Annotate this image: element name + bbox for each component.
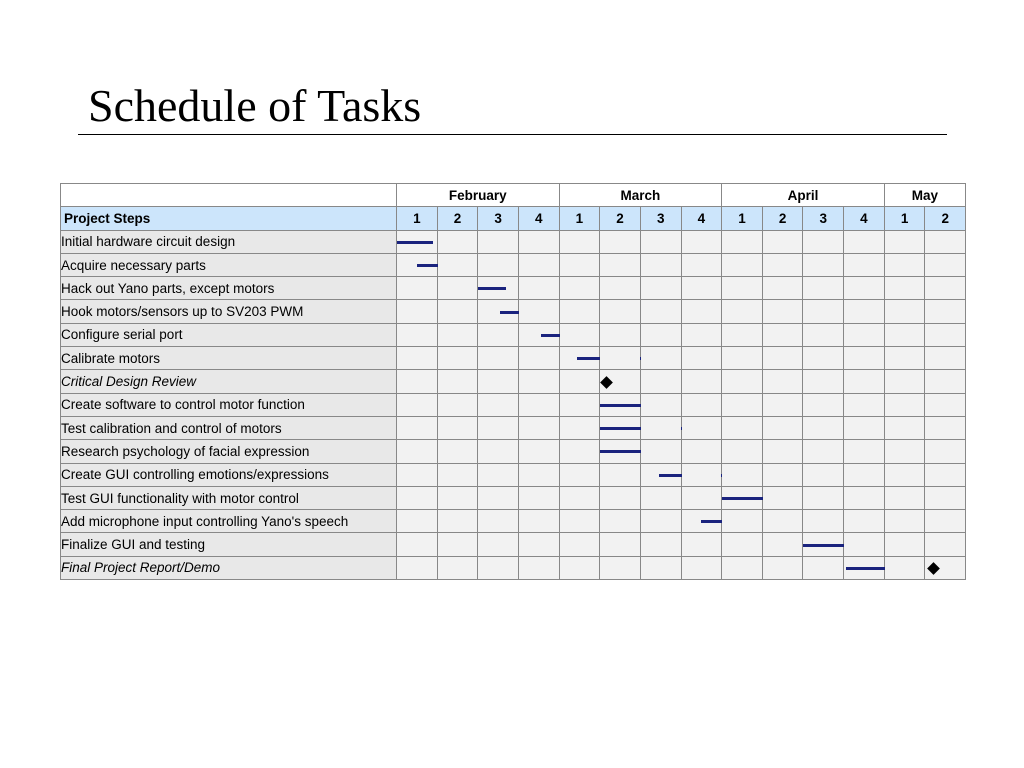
- week-cell: [844, 370, 885, 393]
- week-cell: [518, 300, 559, 323]
- week-cell: [803, 393, 844, 416]
- week-cell: [722, 323, 763, 346]
- week-cell: [884, 393, 925, 416]
- week-cell: [640, 393, 681, 416]
- task-label: Final Project Report/Demo: [61, 556, 397, 579]
- week-cell: [437, 347, 478, 370]
- week-cell: [681, 533, 722, 556]
- week-cell: [844, 533, 885, 556]
- task-label: Hook motors/sensors up to SV203 PWM: [61, 300, 397, 323]
- week-cell: [437, 393, 478, 416]
- week-cell: [925, 463, 966, 486]
- week-cell: [518, 347, 559, 370]
- week-cell: [478, 510, 519, 533]
- week-cell: [640, 347, 681, 370]
- week-cell: [925, 440, 966, 463]
- week-cell: [884, 510, 925, 533]
- week-header: 3: [640, 207, 681, 230]
- week-cell: [559, 463, 600, 486]
- week-cell: [518, 253, 559, 276]
- task-label: Hack out Yano parts, except motors: [61, 277, 397, 300]
- week-cell: [437, 300, 478, 323]
- week-cell: [397, 533, 438, 556]
- week-cell: [437, 277, 478, 300]
- week-cell: [762, 323, 803, 346]
- month-header: March: [559, 184, 722, 207]
- week-header: 4: [681, 207, 722, 230]
- week-cell: [600, 370, 641, 393]
- month-header: May: [884, 184, 965, 207]
- week-cell: [884, 533, 925, 556]
- week-header: 1: [884, 207, 925, 230]
- week-cell: [640, 230, 681, 253]
- month-header: April: [722, 184, 885, 207]
- week-cell: [397, 253, 438, 276]
- week-cell: [478, 323, 519, 346]
- week-cell: [397, 393, 438, 416]
- week-cell: [803, 416, 844, 439]
- week-cell: [722, 486, 763, 509]
- week-cell: [681, 556, 722, 579]
- week-cell: [478, 533, 519, 556]
- week-cell: [925, 510, 966, 533]
- week-header: 2: [925, 207, 966, 230]
- week-cell: [640, 510, 681, 533]
- week-cell: [884, 463, 925, 486]
- week-cell: [925, 323, 966, 346]
- week-cell: [722, 533, 763, 556]
- week-cell: [600, 416, 641, 439]
- week-cell: [559, 347, 600, 370]
- week-cell: [397, 556, 438, 579]
- week-cell: [681, 463, 722, 486]
- week-cell: [803, 347, 844, 370]
- week-cell: [681, 510, 722, 533]
- task-label: Add microphone input controlling Yano's speech: [61, 510, 397, 533]
- task-row: [61, 510, 966, 533]
- week-cell: [559, 486, 600, 509]
- week-cell: [559, 323, 600, 346]
- milestone-diamond: [927, 562, 940, 575]
- week-cell: [884, 486, 925, 509]
- week-cell: [600, 253, 641, 276]
- week-cell: [600, 510, 641, 533]
- week-cell: [803, 230, 844, 253]
- week-cell: [478, 440, 519, 463]
- week-cell: [478, 556, 519, 579]
- week-cell: [762, 370, 803, 393]
- week-cell: [681, 253, 722, 276]
- task-label: Create GUI controlling emotions/expressions: [61, 463, 397, 486]
- week-cell: [722, 463, 763, 486]
- week-cell: [844, 253, 885, 276]
- week-header-row: [61, 207, 966, 230]
- week-cell: [600, 230, 641, 253]
- week-cell: [437, 556, 478, 579]
- week-cell: [478, 253, 519, 276]
- week-cell: [844, 277, 885, 300]
- task-label: Calibrate motors: [61, 347, 397, 370]
- week-header: 2: [437, 207, 478, 230]
- header-corner: [61, 184, 397, 207]
- week-cell: [397, 370, 438, 393]
- week-cell: [681, 370, 722, 393]
- week-cell: [397, 463, 438, 486]
- week-cell: [884, 253, 925, 276]
- week-cell: [762, 533, 803, 556]
- week-cell: [844, 510, 885, 533]
- week-cell: [559, 277, 600, 300]
- week-cell: [437, 416, 478, 439]
- week-cell: [640, 533, 681, 556]
- week-cell: [397, 277, 438, 300]
- week-cell: [722, 393, 763, 416]
- week-cell: [884, 370, 925, 393]
- week-cell: [640, 486, 681, 509]
- week-cell: [884, 300, 925, 323]
- week-cell: [437, 440, 478, 463]
- week-cell: [925, 347, 966, 370]
- week-cell: [600, 277, 641, 300]
- week-cell: [559, 533, 600, 556]
- week-cell: [722, 230, 763, 253]
- week-cell: [844, 556, 885, 579]
- week-cell: [559, 440, 600, 463]
- week-cell: [803, 510, 844, 533]
- week-cell: [681, 486, 722, 509]
- week-cell: [722, 277, 763, 300]
- week-cell: [437, 230, 478, 253]
- task-label: Research psychology of facial expression: [61, 440, 397, 463]
- task-label: Configure serial port: [61, 323, 397, 346]
- week-cell: [600, 347, 641, 370]
- week-cell: [884, 323, 925, 346]
- week-cell: [762, 416, 803, 439]
- week-cell: [478, 347, 519, 370]
- task-row: [61, 463, 966, 486]
- week-cell: [640, 440, 681, 463]
- week-cell: [722, 347, 763, 370]
- week-cell: [518, 277, 559, 300]
- week-cell: [803, 463, 844, 486]
- week-cell: [762, 277, 803, 300]
- week-cell: [559, 300, 600, 323]
- week-cell: [518, 533, 559, 556]
- gantt-table: [60, 183, 966, 580]
- week-cell: [844, 300, 885, 323]
- week-cell: [925, 556, 966, 579]
- week-cell: [437, 486, 478, 509]
- week-header: 1: [722, 207, 763, 230]
- week-cell: [559, 253, 600, 276]
- week-cell: [640, 463, 681, 486]
- week-cell: [681, 323, 722, 346]
- week-cell: [681, 230, 722, 253]
- week-cell: [518, 463, 559, 486]
- task-label: Initial hardware circuit design: [61, 230, 397, 253]
- week-cell: [437, 370, 478, 393]
- week-cell: [844, 440, 885, 463]
- week-cell: [681, 347, 722, 370]
- title-divider: [78, 134, 947, 135]
- week-cell: [722, 556, 763, 579]
- week-cell: [397, 347, 438, 370]
- week-cell: [397, 486, 438, 509]
- task-row: [61, 416, 966, 439]
- week-cell: [559, 556, 600, 579]
- week-cell: [397, 416, 438, 439]
- week-cell: [478, 370, 519, 393]
- week-cell: [397, 230, 438, 253]
- week-cell: [437, 510, 478, 533]
- week-cell: [681, 416, 722, 439]
- task-label: Create software to control motor function: [61, 393, 397, 416]
- week-cell: [803, 556, 844, 579]
- week-cell: [640, 253, 681, 276]
- week-cell: [925, 416, 966, 439]
- week-cell: [844, 230, 885, 253]
- week-cell: [844, 416, 885, 439]
- week-cell: [762, 300, 803, 323]
- week-cell: [884, 440, 925, 463]
- week-cell: [600, 440, 641, 463]
- week-cell: [559, 370, 600, 393]
- week-cell: [844, 393, 885, 416]
- week-cell: [803, 323, 844, 346]
- task-row: [61, 323, 966, 346]
- week-cell: [518, 393, 559, 416]
- week-cell: [884, 347, 925, 370]
- week-cell: [925, 533, 966, 556]
- week-cell: [397, 300, 438, 323]
- task-bar: [397, 241, 433, 244]
- week-cell: [722, 253, 763, 276]
- week-cell: [803, 486, 844, 509]
- task-row: [61, 253, 966, 276]
- week-cell: [478, 230, 519, 253]
- month-header-row: [61, 184, 966, 207]
- week-cell: [478, 393, 519, 416]
- task-row: [61, 393, 966, 416]
- week-cell: [640, 300, 681, 323]
- week-header: 4: [844, 207, 885, 230]
- week-cell: [437, 463, 478, 486]
- week-cell: [803, 370, 844, 393]
- week-cell: [518, 440, 559, 463]
- week-cell: [640, 323, 681, 346]
- week-cell: [722, 440, 763, 463]
- week-cell: [518, 370, 559, 393]
- week-cell: [397, 440, 438, 463]
- week-header: 2: [762, 207, 803, 230]
- week-cell: [762, 440, 803, 463]
- week-cell: [925, 300, 966, 323]
- week-cell: [722, 416, 763, 439]
- week-cell: [884, 556, 925, 579]
- month-header: February: [397, 184, 560, 207]
- week-cell: [600, 393, 641, 416]
- week-cell: [478, 463, 519, 486]
- week-cell: [762, 486, 803, 509]
- task-label: Test GUI functionality with motor control: [61, 486, 397, 509]
- week-cell: [600, 486, 641, 509]
- task-row: [61, 277, 966, 300]
- task-label: Finalize GUI and testing: [61, 533, 397, 556]
- week-cell: [762, 556, 803, 579]
- week-cell: [884, 416, 925, 439]
- week-cell: [437, 253, 478, 276]
- week-cell: [762, 253, 803, 276]
- week-cell: [559, 230, 600, 253]
- week-cell: [478, 277, 519, 300]
- task-label: Test calibration and control of motors: [61, 416, 397, 439]
- week-cell: [803, 533, 844, 556]
- week-cell: [437, 323, 478, 346]
- week-cell: [722, 370, 763, 393]
- week-cell: [518, 510, 559, 533]
- week-cell: [925, 486, 966, 509]
- week-cell: [559, 393, 600, 416]
- week-cell: [844, 347, 885, 370]
- task-row: [61, 300, 966, 323]
- week-header: 2: [600, 207, 641, 230]
- week-cell: [925, 370, 966, 393]
- week-cell: [762, 510, 803, 533]
- week-cell: [884, 277, 925, 300]
- week-cell: [518, 230, 559, 253]
- week-cell: [844, 486, 885, 509]
- week-cell: [640, 416, 681, 439]
- task-row: [61, 556, 966, 579]
- week-cell: [925, 253, 966, 276]
- week-cell: [803, 300, 844, 323]
- week-cell: [925, 277, 966, 300]
- week-cell: [640, 556, 681, 579]
- week-cell: [478, 416, 519, 439]
- week-cell: [518, 323, 559, 346]
- week-cell: [722, 510, 763, 533]
- week-header: 1: [559, 207, 600, 230]
- task-row: [61, 440, 966, 463]
- week-header: 1: [397, 207, 438, 230]
- week-cell: [600, 556, 641, 579]
- week-cell: [681, 440, 722, 463]
- week-cell: [397, 510, 438, 533]
- week-cell: [397, 323, 438, 346]
- week-cell: [803, 253, 844, 276]
- week-cell: [681, 277, 722, 300]
- week-cell: [559, 416, 600, 439]
- week-header: 3: [478, 207, 519, 230]
- week-cell: [600, 323, 641, 346]
- week-cell: [437, 533, 478, 556]
- week-cell: [925, 393, 966, 416]
- week-cell: [518, 556, 559, 579]
- week-cell: [803, 277, 844, 300]
- week-cell: [762, 463, 803, 486]
- week-cell: [844, 463, 885, 486]
- milestone-diamond: [600, 376, 613, 389]
- project-steps-header: Project Steps: [61, 207, 397, 230]
- week-cell: [478, 300, 519, 323]
- week-cell: [762, 347, 803, 370]
- week-cell: [518, 486, 559, 509]
- week-cell: [884, 230, 925, 253]
- task-bar: [478, 287, 506, 290]
- week-header: 3: [803, 207, 844, 230]
- week-header: 4: [518, 207, 559, 230]
- week-cell: [640, 277, 681, 300]
- week-cell: [600, 300, 641, 323]
- task-row: [61, 230, 966, 253]
- task-row: [61, 533, 966, 556]
- week-cell: [518, 416, 559, 439]
- week-cell: [559, 510, 600, 533]
- task-row: [61, 486, 966, 509]
- week-cell: [722, 300, 763, 323]
- task-row: [61, 347, 966, 370]
- task-label: Acquire necessary parts: [61, 253, 397, 276]
- week-cell: [681, 393, 722, 416]
- week-cell: [762, 393, 803, 416]
- week-cell: [681, 300, 722, 323]
- week-cell: [844, 323, 885, 346]
- week-cell: [925, 230, 966, 253]
- week-cell: [762, 230, 803, 253]
- slide-title: Schedule of Tasks: [88, 80, 422, 131]
- week-cell: [600, 463, 641, 486]
- week-cell: [478, 486, 519, 509]
- task-label: Critical Design Review: [61, 370, 397, 393]
- week-cell: [803, 440, 844, 463]
- task-row: [61, 370, 966, 393]
- week-cell: [640, 370, 681, 393]
- week-cell: [600, 533, 641, 556]
